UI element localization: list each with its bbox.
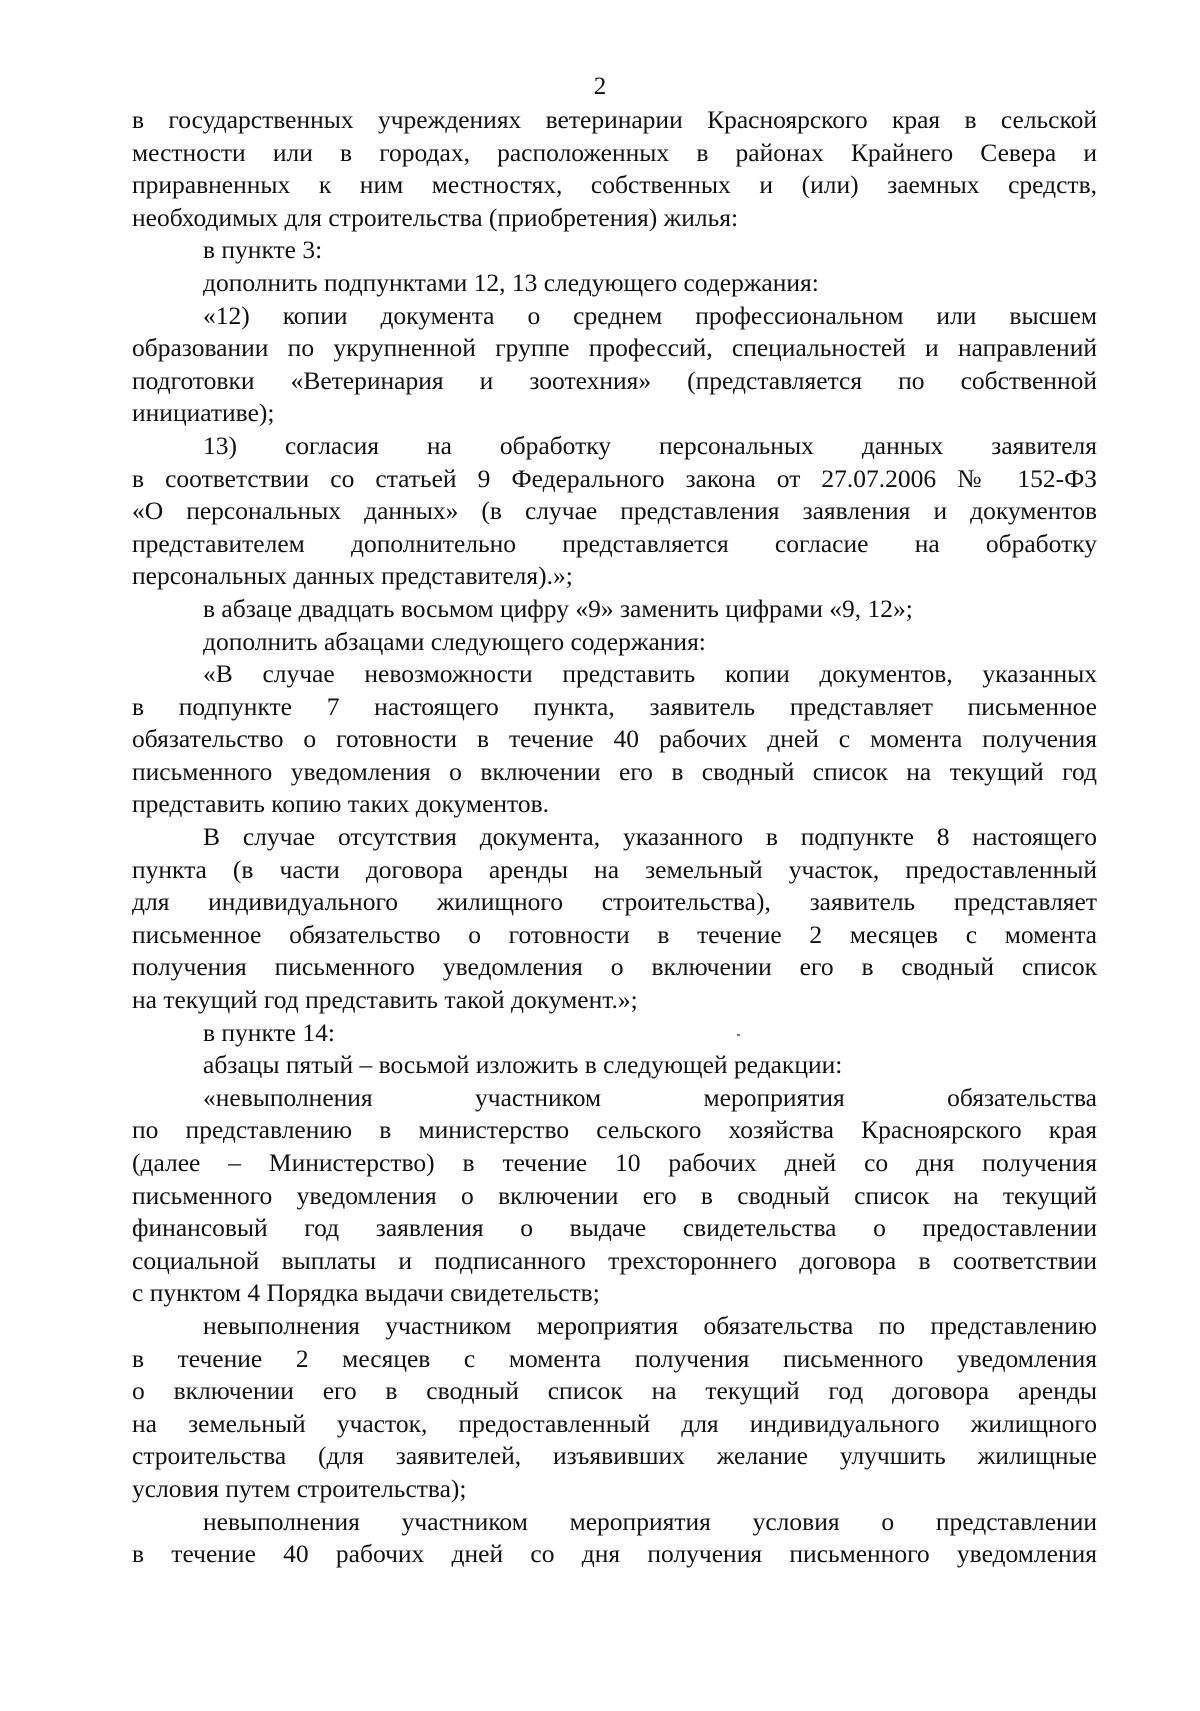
text-line: письменное обязательство о готовности в течение 2 месяцев с момента (132, 919, 1097, 949)
text-line: в пункте 3: (203, 235, 323, 265)
text-line: подготовки «Ветеринария и зоотехния» (представляется по собственной (132, 365, 1097, 395)
text-line: в абзаце двадцать восьмом цифру «9» заменить цифрами «9, 12»; (203, 593, 913, 623)
text-line: образовании по укрупненной группе профессий, специальностей и направлений (132, 333, 1097, 363)
text-line: в подпункте 7 настоящего пункта, заявитель представляет письменное (132, 691, 1097, 721)
text-line: «12) копии документа о среднем профессиональном или высшем (203, 300, 1097, 330)
text-line: «невыполнения участником мероприятия обязательства (203, 1082, 1097, 1112)
text-line: представить копию таких документов. (132, 789, 550, 819)
text-line: финансовый год заявления о выдаче свидетельства о предоставлении (132, 1213, 1097, 1243)
text-line: письменного уведомления о включении его в сводный список на текущий год (132, 756, 1097, 786)
text-line: «О персональных данных» (в случае представления заявления и документов (132, 496, 1097, 526)
text-line: обязательство о готовности в течение 40 рабочих дней с момента получения (132, 724, 1097, 754)
text-line: социальной выплаты и подписанного трехстороннего договора в соответствии (132, 1245, 1097, 1275)
text-line: невыполнения участником мероприятия условия о представлении (203, 1506, 1097, 1536)
text-line: «В случае невозможности представить копии документов, указанных (203, 659, 1097, 689)
text-line: (далее – Министерство) в течение 10 рабочих дней со дня получения (132, 1148, 1097, 1177)
text-line: на текущий год представить такой документ.»; (132, 985, 638, 1015)
text-line: дополнить подпунктами 12, 13 следующего содержания: (203, 267, 819, 297)
text-line: строительства (для заявителей, изъявивших желание улучшить жилищные (132, 1441, 1097, 1471)
text-line: на земельный участок, предоставленный для индивидуального жилищного (132, 1408, 1097, 1438)
text-line: для индивидуального жилищного строительства), заявитель представляет (132, 887, 1097, 917)
text-line: 13) согласия на обработку персональных данных заявителя (203, 430, 1097, 460)
text-line: письменного уведомления о включении его в сводный список на текущий (132, 1180, 1097, 1210)
text-line: с пунктом 4 Порядка выдачи свидетельств; (132, 1278, 600, 1308)
text-line: местности или в городах, расположенных в районах Крайнего Севера и (132, 137, 1097, 167)
text-line: персональных данных представителя).»; (132, 561, 573, 591)
text-line: абзацы пятый – восьмой изложить в следующей редакции: (203, 1050, 843, 1080)
document-body (132, 104, 1097, 1571)
text-line: В случае отсутствия документа, указанного в подпункте 8 настоящего (203, 822, 1097, 852)
text-line: о включении его в сводный список на текущий год договора аренды (132, 1376, 1097, 1406)
scan-artifact-dot (737, 1034, 740, 1036)
text-line: представителем дополнительно представляется согласие на обработку (132, 528, 1097, 558)
text-line: приравненных к ним местностях, собственных и (или) заемных средств, (132, 170, 1097, 200)
text-line: в государственных учреждениях ветеринарии Красноярского края в сельской (132, 105, 1097, 134)
text-line: необходимых для строительства (приобретения) жилья: (132, 202, 739, 232)
text-line: инициативе); (132, 398, 275, 428)
text-line: дополнить абзацами следующего содержания: (203, 626, 706, 656)
text-line: в пункте 14: (203, 1017, 335, 1047)
text-line: в течение 40 рабочих дней со дня получения письменного уведомления (132, 1539, 1097, 1569)
text-line: по представлению в министерство сельского хозяйства Красноярского края (132, 1115, 1097, 1145)
text-line: условия путем строительства); (132, 1473, 467, 1503)
page-number: 2 (593, 73, 607, 100)
text-line: в соответствии со статьей 9 Федерального закона от 27.07.2006 № 152-ФЗ (132, 463, 1097, 493)
text-line: невыполнения участником мероприятия обязательства по представлению (203, 1310, 1097, 1340)
text-line: пункта (в части договора аренды на земельный участок, предоставленный (132, 854, 1097, 884)
text-line: в течение 2 месяцев с момента получения письменного уведомления (132, 1343, 1097, 1373)
text-line: получения письменного уведомления о включении его в сводный список (132, 952, 1097, 982)
